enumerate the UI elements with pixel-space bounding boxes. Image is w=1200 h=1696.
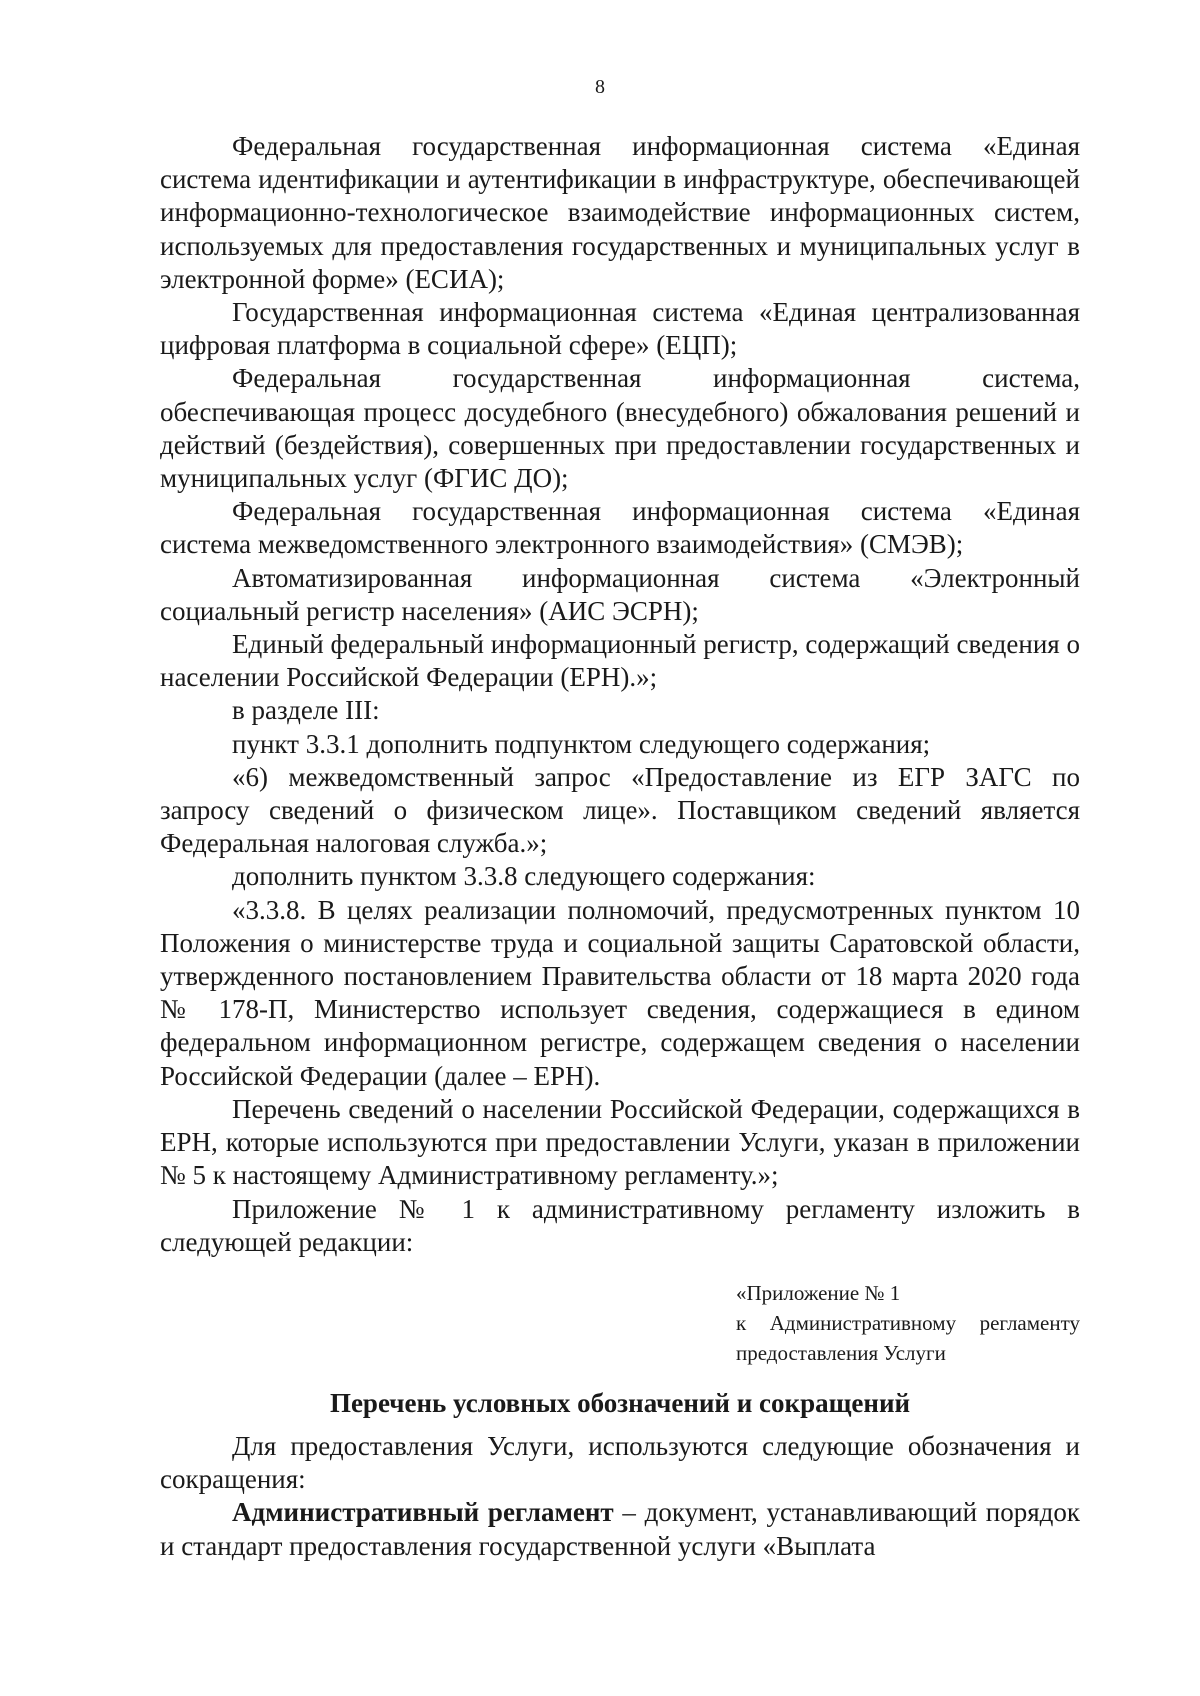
paragraph-smev: Федеральная государственная информационная система «Единая система межведомственного электронного взаимодействия» (СМЭВ); — [160, 496, 1080, 560]
page-number: 8 — [595, 76, 605, 98]
paragraph-subitem-6: «6) межведомственный запрос «Предоставление из ЕГР ЗАГС по запросу сведений о физическом лице». Поставщиком сведений является Федеральная налоговая служба.»; — [160, 761, 1080, 859]
appendix-reference — [736, 1278, 1080, 1368]
definition-term: Административный регламент — [232, 1497, 614, 1528]
paragraph-ecp: Государственная информационная система «Единая централизованная цифровая платформа в социальной сфере» (ЕЦП); — [160, 297, 1080, 361]
appendix-subtitle: к Административному регламенту предоставления Услуги — [736, 1310, 1080, 1365]
document-body — [160, 130, 1080, 1563]
paragraph-esia: Федеральная государственная информационная система «Единая система идентификации и аутентификации в инфраструктуре, обеспечивающей информационно-технологическое взаимодействие информационных систем, используемых для предоставления государственных и муниципальных услуг в электронной форме» (ЕСИА); — [160, 131, 1080, 294]
paragraph-fgis-do: Федеральная государственная информационная система, обеспечивающая процесс досудебного (внесудебного) обжалования решений и действий (бездействия), совершенных при предоставлении государственных и муниципальных услуг (ФГИС ДО); — [160, 363, 1080, 494]
paragraph-ern-list: Перечень сведений о населении Российской Федерации, содержащихся в ЕРН, которые используются при предоставлении Услуги, указан в приложении № 5 к настоящему Административному регламенту.»; — [160, 1093, 1080, 1191]
paragraph-definition — [160, 1496, 1080, 1562]
paragraph-appendix-1-intro: Приложение № 1 к административному регламенту изложить в следующей редакции: — [160, 1193, 1080, 1257]
paragraph-item-3-3-1: пункт 3.3.1 дополнить подпунктом следующего содержания; — [232, 728, 931, 759]
definition-text: – документ, устанавливающий порядок и стандарт предоставления государственной услуги «Выплата — [160, 1497, 1080, 1561]
paragraph-section-iii: в разделе III: — [232, 695, 380, 726]
section-heading: Перечень условных обозначений и сокращений — [329, 1387, 911, 1418]
paragraph-item-3-3-8: «3.3.8. В целях реализации полномочий, предусмотренных пунктом 10 Положения о министерстве труда и социальной защиты Саратовской области, утвержденного постановлением Правительства области от 18 марта 2020 года № 178-П, Министерство использует сведения, содержащиеся в едином федеральном информационном регистре, содержащем сведения о населении Российской Федерации (далее – ЕРН). — [160, 894, 1080, 1091]
appendix-title: «Приложение № 1 — [736, 1280, 901, 1305]
paragraph-add-item-3-3-8: дополнить пунктом 3.3.8 следующего содержания: — [232, 861, 816, 892]
paragraph-ern: Единый федеральный информационный регистр, содержащий сведения о населении Российской Федерации (ЕРН).»; — [160, 629, 1080, 693]
paragraph-ais-esrn: Автоматизированная информационная система «Электронный социальный регистр населения» (АИС ЭСРН); — [160, 562, 1080, 626]
paragraph-intro: Для предоставления Услуги, используются следующие обозначения и сокращения: — [160, 1430, 1080, 1495]
